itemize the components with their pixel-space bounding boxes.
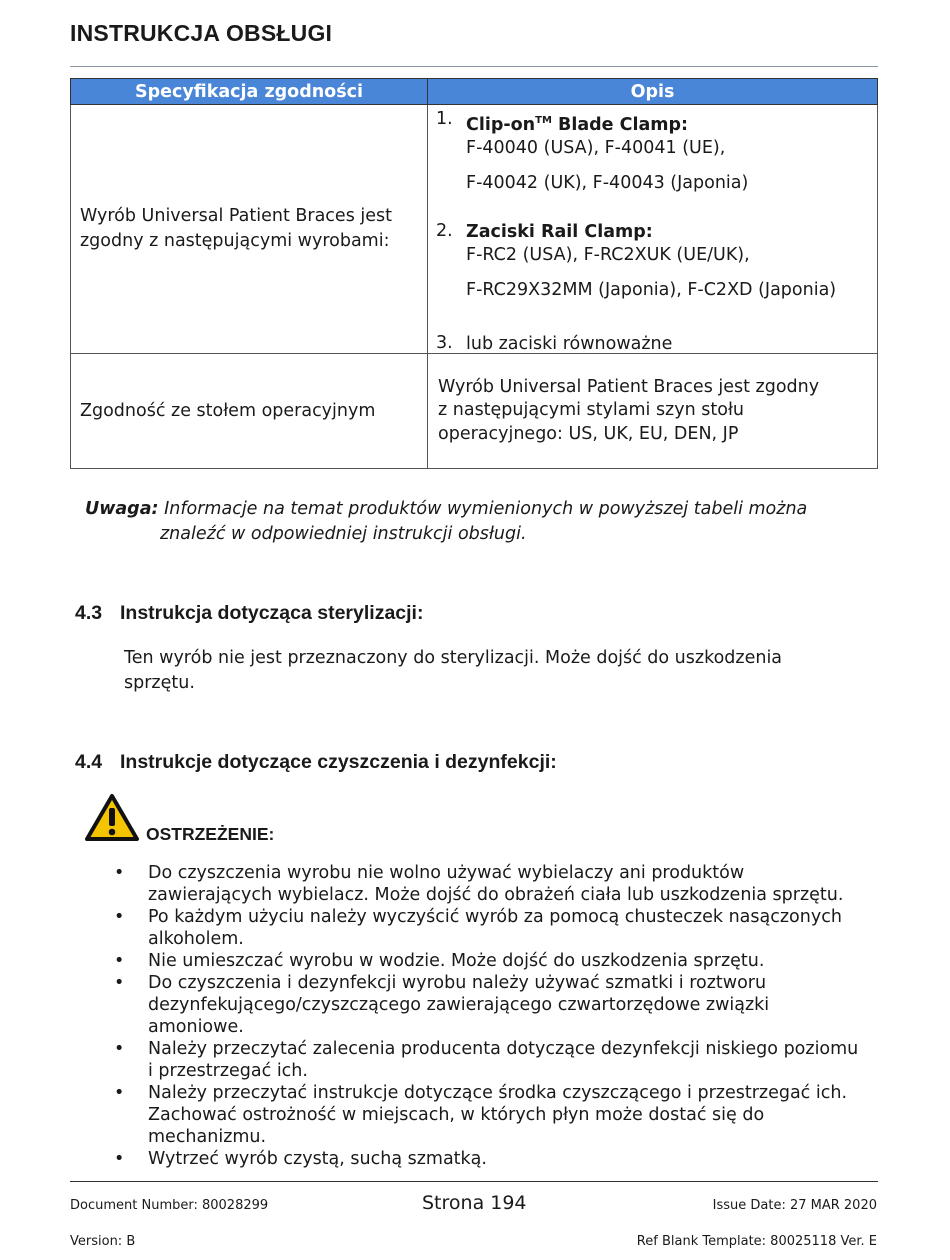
spec-cell (71, 105, 428, 354)
list-number: 1. (436, 109, 453, 129)
paragraph-line: Ten wyrób nie jest przeznaczony do sterylizacji. Może dojść do uszkodzenia (124, 648, 783, 668)
paragraph-line: sprzętu. (124, 673, 195, 693)
bullet-icon: • (114, 1083, 125, 1103)
issue-date: Issue Date: 27 MAR 2020 (712, 1198, 877, 1213)
bullet-line: Należy przeczytać zalecenia producenta dotyczące dezynfekcji niskiego poziomu (148, 1039, 859, 1059)
title-divider (70, 66, 878, 67)
template-reference: Ref Blank Template: 80025118 Ver. E (636, 1234, 877, 1249)
compatibility-table (70, 78, 878, 469)
bullet-line: Do czyszczenia wyrobu nie wolno używać wybielaczy ani produktów (148, 863, 745, 883)
item-line: F-40040 (USA), F-40041 (UE), (466, 137, 726, 158)
bullet-line: amoniowe. (148, 1017, 244, 1037)
section-heading (75, 602, 875, 628)
bullet-line: i przestrzegać ich. (148, 1061, 308, 1081)
version: Version: B (70, 1234, 136, 1249)
bullet-icon: • (114, 973, 125, 993)
bullet-line: Wytrzeć wyrób czystą, suchą szmatką. (148, 1149, 487, 1169)
bullet-line: zawierających wybielacz. Może dojść do obrażeń ciała lub uszkodzenia sprzętu. (148, 885, 844, 905)
bullet-line: Należy przeczytać instrukcje dotyczące środka czyszczącego i przestrzegać ich. (148, 1083, 848, 1103)
section-number: 4.3 (75, 602, 103, 624)
list-item (112, 1038, 882, 1082)
warning-label: OSTRZEŻENIE: (146, 824, 275, 844)
document-title: INSTRUKCJA OBSŁUGI (70, 20, 333, 46)
item-title: Clip-on™ Blade Clamp: (466, 114, 689, 135)
table-header-spec: Specyfikacja zgodności (71, 79, 428, 105)
list-number: 2. (436, 221, 453, 241)
bullet-icon: • (114, 907, 125, 927)
warning-bullet-list (112, 862, 882, 1170)
section-title: Instrukcje dotyczące czyszczenia i dezynfekcji: (120, 751, 557, 773)
bullet-line: Nie umieszczać wyrobu w wodzie. Może dojść do uszkodzenia sprzętu. (148, 951, 765, 971)
note-text: znaleźć w odpowiedniej instrukcji obsługi. (160, 524, 527, 544)
bullet-line: Zachować ostrożność w miejscach, w których płyn może dostać się do (148, 1105, 765, 1125)
spec-line: Wyrób Universal Patient Braces jest (80, 206, 392, 226)
desc-line: z następującymi stylami szyn stołu (438, 400, 745, 421)
section-heading (75, 751, 875, 777)
table-row (71, 105, 878, 354)
section-number: 4.4 (75, 751, 103, 773)
desc-line: operacyjnego: US, UK, EU, DEN, JP (438, 423, 739, 444)
spec-line: zgodny z następującymi wyrobami: (80, 231, 390, 251)
desc-cell (428, 354, 878, 469)
list-item (112, 1082, 882, 1148)
bullet-line: alkoholem. (148, 929, 244, 949)
section-title: Instrukcja dotycząca sterylizacji: (120, 602, 424, 624)
bullet-icon: • (114, 951, 125, 971)
item-line: F-RC2 (USA), F-RC2XUK (UE/UK), (466, 245, 750, 265)
list-item (112, 950, 882, 972)
warning-triangle-icon (84, 793, 140, 843)
bullet-line: Do czyszczenia i dezynfekcji wyrobu należy używać szmatki i roztworu (148, 973, 767, 993)
list-item (112, 906, 882, 950)
note-label: Uwaga: (85, 499, 159, 519)
bullet-icon: • (114, 1039, 125, 1059)
bullet-icon: • (114, 863, 125, 883)
bullet-line: Po każdym użyciu należy wyczyścić wyrób za pomocą chusteczek nasączonych (148, 907, 842, 927)
table-header-desc: Opis (428, 79, 878, 105)
document-number: Document Number: 80028299 (70, 1198, 269, 1213)
list-item (112, 862, 882, 906)
paragraph (124, 646, 844, 696)
list-number: 3. (436, 333, 453, 353)
note (85, 497, 875, 547)
list-item (112, 1148, 882, 1170)
item-title: Zaciski Rail Clamp: (466, 222, 653, 242)
footer-divider (70, 1181, 878, 1182)
desc-cell (428, 105, 878, 354)
list-item (112, 972, 882, 1038)
table-row (71, 354, 878, 469)
page-number: Strona 194 (422, 1192, 527, 1214)
bullet-line: dezynfekującego/czyszczącego zawierającego czwartorzędowe związki (148, 995, 770, 1015)
bullet-line: mechanizmu. (148, 1127, 267, 1147)
item-line: F-RC29X32MM (Japonia), F-C2XD (Japonia) (466, 280, 837, 300)
desc-line: Wyrób Universal Patient Braces jest zgodny (438, 376, 820, 397)
bullet-icon: • (114, 1149, 125, 1169)
item-line: F-40042 (UK), F-40043 (Japonia) (466, 172, 749, 193)
item-text: lub zaciski równoważne (466, 334, 673, 354)
note-text: Informacje na temat produktów wymienionych w powyższej tabeli można (164, 499, 808, 519)
spec-cell: Zgodność ze stołem operacyjnym (71, 354, 428, 469)
